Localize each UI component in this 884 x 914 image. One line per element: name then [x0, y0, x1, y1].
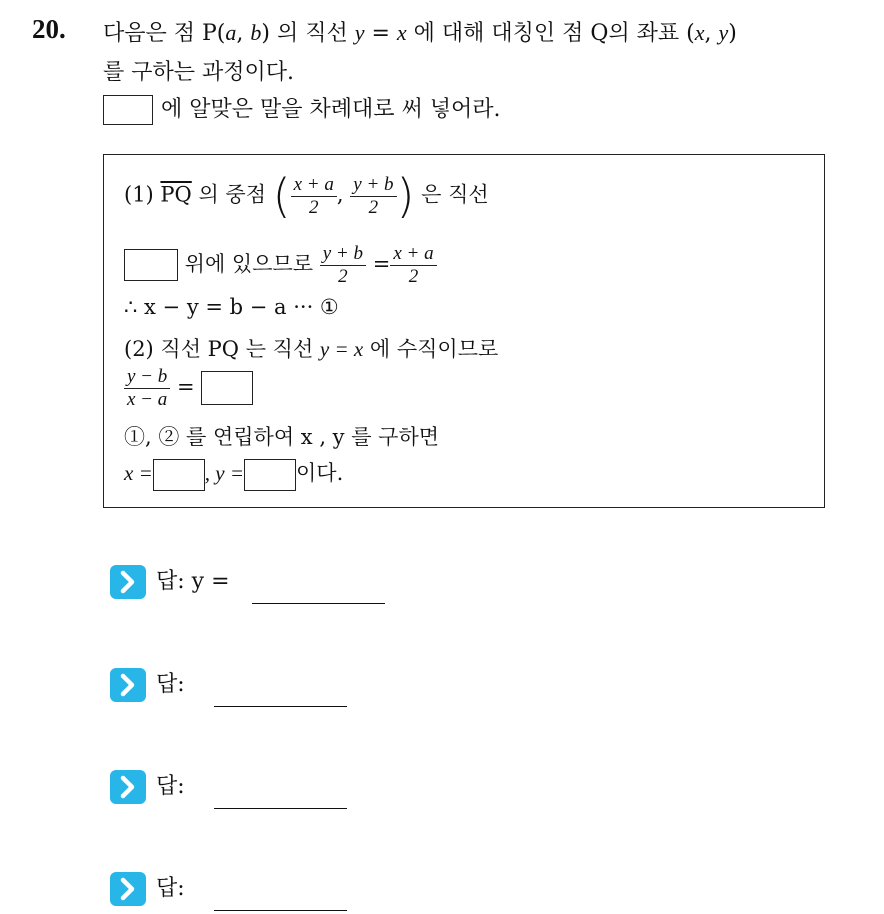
left-paren: ( [272, 169, 291, 223]
answer-label: 답: [156, 876, 185, 901]
question-line-3 [103, 92, 501, 125]
line-text: 은 직선 [414, 182, 489, 207]
fraction [124, 366, 170, 411]
q-text: 에 알맞은 말을 차례대로 써 넣어라. [161, 97, 501, 122]
fraction [390, 243, 436, 288]
segment-pq: $\overline{PQ}$ [160, 182, 192, 207]
denominator: x − a [127, 388, 168, 410]
denominator: 2 [309, 196, 319, 218]
solution-line-3: ∴ x − y = b − a ··· ① [124, 295, 339, 319]
numerator: y + b [350, 174, 396, 197]
line-text: 이다. [296, 461, 344, 485]
numerator: x + a [291, 174, 337, 197]
denominator: 2 [338, 265, 348, 287]
chevron-right-icon [110, 565, 146, 599]
eq-lhs: y [354, 20, 365, 45]
q-text: 에 대해 대칭인 점 Q의 좌표 ( [406, 21, 695, 46]
coord-x: x [694, 20, 705, 45]
line-text: 위에 있으므로 [178, 251, 320, 276]
solution-line-2 [124, 243, 437, 288]
numerator: y + b [320, 243, 366, 266]
answer-label: 답: [156, 774, 185, 799]
answer-line[interactable] [214, 910, 347, 911]
chevron-right-icon [110, 770, 146, 804]
question-number: 20. [32, 14, 66, 44]
chevron-right-icon [110, 668, 146, 702]
question-line-1 [103, 16, 737, 47]
numerator: y − b [124, 366, 170, 389]
equation: y = x [319, 337, 364, 361]
coord-sep: , [704, 21, 719, 46]
blank-box [244, 459, 296, 491]
comma: , [336, 182, 344, 207]
eq-sign: = [364, 21, 397, 46]
close-paren: ) [728, 21, 737, 46]
blank-box [153, 459, 205, 491]
right-paren: ) [396, 169, 415, 223]
denominator: 2 [368, 196, 379, 218]
step-1-label: (1) [124, 182, 161, 207]
var-b: b [250, 20, 262, 45]
q-comma: , [236, 21, 251, 46]
numerator: x + a [390, 243, 436, 266]
answer-label: 답: y = [156, 569, 230, 594]
q-text: ) 의 직선 [261, 21, 355, 46]
line-text: 에 수직이므로 [363, 337, 499, 361]
midpoint-text: 의 중점 [191, 182, 273, 207]
eq-rhs: x [396, 20, 407, 45]
fraction [320, 243, 366, 288]
y-equals: , y = [204, 461, 244, 485]
chevron-right-icon [110, 872, 146, 906]
solution-line-6: ①, ② 를 연립하여 x , y 를 구하면 [124, 425, 440, 449]
q-text: 다음은 점 P( [103, 21, 226, 46]
coord-y: y [718, 20, 729, 45]
fraction [291, 174, 337, 219]
solution-line-1 [124, 169, 489, 223]
equals-sign: = [176, 374, 195, 399]
answer-line[interactable] [252, 603, 385, 604]
denominator: 2 [408, 265, 419, 287]
x-equals: x = [124, 461, 153, 485]
blank-box [124, 249, 178, 281]
blank-box [201, 371, 253, 405]
answer-line[interactable] [214, 808, 347, 809]
answer-line[interactable] [214, 706, 347, 707]
solution-line-4 [124, 333, 498, 363]
solution-line-7 [124, 457, 343, 491]
solution-box [103, 154, 825, 508]
line-text: (2) 직선 PQ 는 직선 [124, 337, 320, 361]
equals-sign: = [372, 251, 391, 276]
question-line-2: 를 구하는 과정이다. [103, 60, 294, 85]
var-a: a [225, 20, 237, 45]
blank-box [103, 95, 153, 125]
answer-label: 답: [156, 672, 185, 697]
fraction [350, 174, 396, 219]
solution-line-5 [124, 366, 253, 411]
